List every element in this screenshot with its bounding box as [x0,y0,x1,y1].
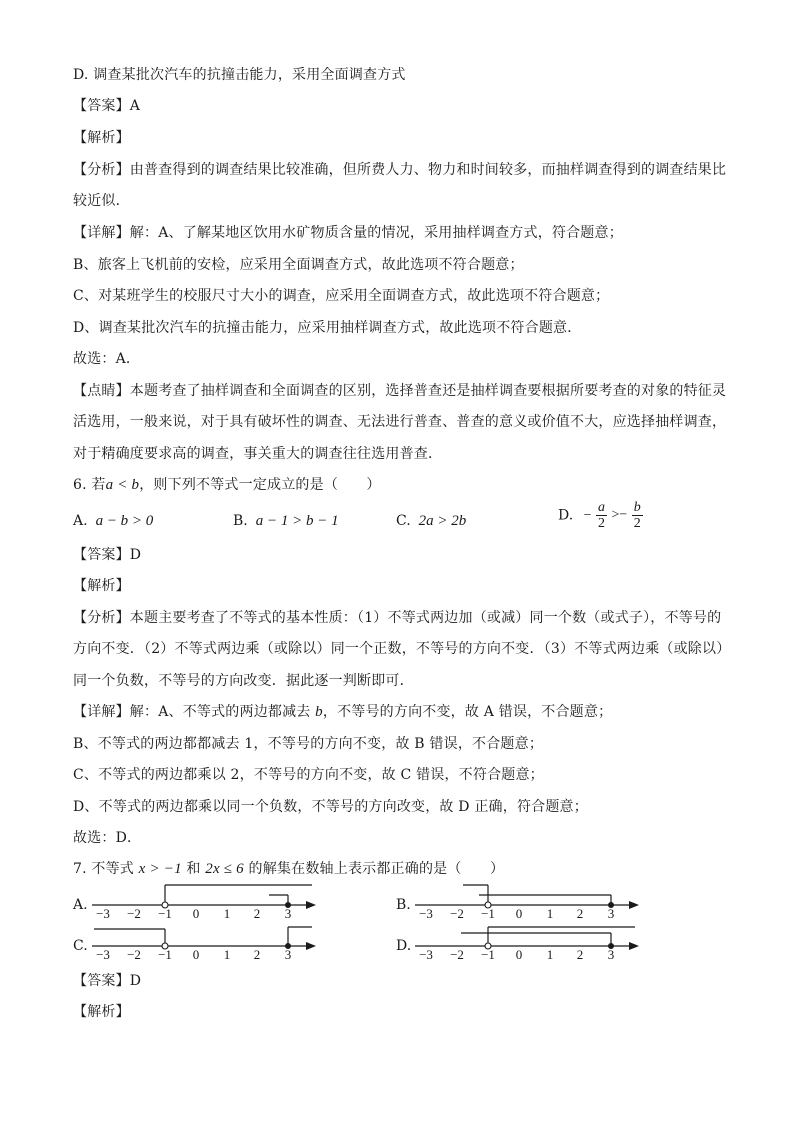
analysis-heading-q6: 【解析】 [73,578,130,594]
question-7-stem: 7. 不等式 x > −1 和 2x ≤ 6 的解集在数轴上表示都正确的是（ ） [73,861,505,877]
analysis-heading-q5: 【解析】 [73,130,130,146]
svg-text:2: 2 [253,947,261,961]
q7-option-a-label: A. [73,897,88,913]
svg-text:1: 1 [223,947,231,961]
svg-text:1: 1 [546,906,554,920]
svg-text:−1: −1 [158,906,172,920]
svg-text:−2: −2 [127,947,141,961]
svg-text:−2: −2 [450,906,464,920]
q6-detail-d: D、不等式的两边都乘以同一个负数，不等号的方向改变，故 D 正确，符合题意； [73,799,588,815]
detail-text-c: C、对某班学生的校服尺寸大小的调查，应采用全面调查方式，故此选项不符合题意； [73,288,610,304]
option-d-q5: D. 调查某批次汽车的抗撞击能力，采用全面调查方式 [73,67,406,83]
q7-number-line-c [90,921,320,961]
comment-text-2: 活选用，一般来说，对于具有破坏性的调查、无法进行普查、普查的意义或价值不大，应选择抽样调查， [73,414,727,430]
tick-labels-d [419,947,614,961]
svg-text:−3: −3 [96,906,110,920]
q6-option-c: C. 2a > 2b [396,513,467,529]
svg-text:−1: −1 [481,947,495,961]
svg-text:0: 0 [192,947,200,961]
q6-detail-b: B、不等式的两边都都减去 1，不等号的方向不变，故 B 错误，不合题意； [73,736,544,752]
q6-detail-c: C、不等式的两边都乘以 2，不等号的方向不变，故 C 错误，不符合题意； [73,767,544,783]
detail-text-a: 【详解】解：A、了解某地区饮用水矿物质含量的情况，采用抽样调查方式，符合题意； [73,225,623,241]
q6-option-a: A. a − b > 0 [73,513,154,529]
svg-text:2: 2 [576,906,584,920]
svg-text:−3: −3 [419,906,433,920]
choice-q5: 故选：A． [73,351,141,367]
answer-q7: 【答案】D [73,973,142,989]
choice-q6: 故选：D． [73,830,142,846]
analysis-heading-q7: 【解析】 [73,1004,130,1020]
comment-text-1: 【点睛】本题考查了抽样调查和全面调查的区别，选择普查还是抽样调查要根据所要考查的对象的特征灵 [73,383,727,399]
q6-analysis-3: 同一个负数，不等号的方向改变．据此逐一判断即可． [73,673,414,689]
q6-option-b: B. a − 1 > b − 1 [233,513,339,529]
q6-option-d: D. − $\frac{a}{2}$ >− $\frac{b}{2}$ [558,500,641,531]
svg-text:0: 0 [515,947,523,961]
tick-labels-b [419,906,614,920]
svg-text:3: 3 [607,906,615,920]
svg-text:3: 3 [607,947,615,961]
svg-text:−3: −3 [419,947,433,961]
svg-text:0: 0 [515,906,523,920]
tick-labels-c [96,947,291,961]
q7-number-line-b [413,880,643,920]
svg-text:−2: −2 [127,906,141,920]
answer-q6: 【答案】D [73,547,142,563]
q7-option-d-label: D. [396,938,412,954]
svg-text:0: 0 [192,906,200,920]
svg-text:−1: −1 [481,906,495,920]
svg-text:1: 1 [546,947,554,961]
q7-option-c-label: C. [73,938,88,954]
svg-text:−2: −2 [450,947,464,961]
svg-text:3: 3 [284,906,292,920]
q7-number-line-d [413,921,643,961]
q6-detail-a: 【详解】解：A、不等式的两边都减去 b，不等号的方向不变，故 A 错误，不合题意； [73,704,613,720]
svg-text:2: 2 [253,906,261,920]
svg-text:−3: −3 [96,947,110,961]
detail-text-d: D、调查某批次汽车的抗撞击能力，应采用抽样调查方式，故此选项不符合题意． [73,320,582,336]
analysis-text-1: 【分析】由普查得到的调查结果比较准确，但所费人力、物力和时间较多，而抽样调查得到的调查结果比 [73,162,727,178]
svg-text:2: 2 [576,947,584,961]
q7-number-line-a [90,880,320,920]
q7-option-b-label: B. [396,897,411,913]
detail-text-b: B、旅客上飞机前的安检，应采用全面调查方式，故此选项不符合题意； [73,257,524,273]
tick-labels-a [96,906,291,920]
comment-text-3: 对于精确度要求高的调查，事关重大的调查往往选用普查． [73,446,443,462]
svg-text:1: 1 [223,906,231,920]
analysis-text-2: 较近似． [73,193,130,209]
q6-analysis-2: 方向不变．（2）不等式两边乘（或除以）同一个正数，不等号的方向不变．（3）不等式两边乘（或除以） [73,641,731,657]
answer-q5: 【答案】A [73,98,141,114]
question-6-stem: 6. 若a < b，则下列不等式一定成立的是（ ） [73,477,381,493]
svg-text:3: 3 [284,947,292,961]
svg-text:−1: −1 [158,947,172,961]
q6-analysis-1: 【分析】本题主要考查了不等式的基本性质：（1）不等式两边加（或减）同一个数（或式子），不等号的 [73,610,722,626]
